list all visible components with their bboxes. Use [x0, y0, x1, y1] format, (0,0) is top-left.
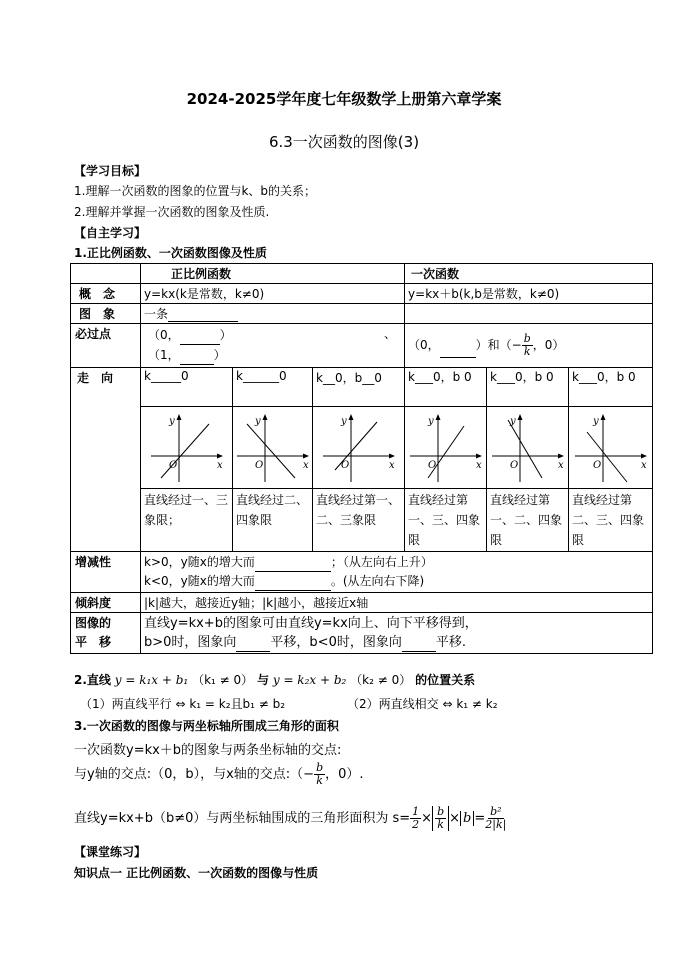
abs-fraction: [432, 806, 449, 831]
intercept-text: ，0）.: [325, 767, 364, 782]
coordinate-sketch: [235, 412, 311, 484]
coordinate-sketch: [321, 412, 397, 484]
y-axis-label: y: [592, 415, 599, 427]
y-axis-arrow: [517, 414, 522, 420]
direction-cond: k___0，b 0: [405, 368, 487, 407]
times-sign: ×: [421, 811, 433, 826]
answer-blank: [168, 321, 238, 322]
shift-text: b>0时，图象向: [144, 635, 237, 650]
answer-blank: [180, 364, 214, 365]
page-title: 2024-2025学年度七年级数学上册第六章学案: [186, 90, 502, 108]
row-label-steepness: 倾斜度: [71, 593, 141, 613]
point-text: （0，: [148, 328, 180, 342]
y-axis-label: y: [254, 415, 261, 427]
row-label-monotonic: 增减性: [71, 552, 141, 593]
direction-cond: k___0，b 0: [487, 368, 569, 407]
fraction-b-over-k: [314, 762, 325, 787]
steepness-content: |k|越大，越接近y轴；|k|越小，越接近x轴: [141, 593, 653, 613]
x-axis-label: x: [302, 459, 309, 471]
origin-label: O: [427, 459, 436, 471]
shift-content: [141, 613, 653, 654]
x-axis-label: x: [557, 459, 564, 471]
section2-tail: 的位置关系: [415, 673, 476, 687]
fraction-one-half: [410, 806, 421, 831]
function-line: [587, 432, 627, 482]
point-text: （1，: [148, 348, 180, 362]
row-label-concept: 概 念: [71, 284, 141, 304]
section3-line: 一次函数y=kx＋b的图象与两条坐标轴的交点:: [74, 743, 342, 758]
line-condition-2: （k₂ ≠ 0）: [350, 673, 412, 687]
parallel-rule: （1）两直线平行 ⇔ k₁ = k₂且b₁ ≠ b₂: [80, 697, 286, 711]
fraction-numerator: b: [523, 332, 531, 345]
knowledge-point-1: 知识点一 正比例函数、一次函数的图像与性质: [74, 866, 319, 880]
section3-heading: 3.一次函数的图像与两坐标轴所围成三角形的面积: [74, 719, 339, 733]
answer-blank: [236, 651, 270, 652]
direction-cond: k__0，b__0: [313, 368, 405, 407]
fraction-denominator: 2|k|: [485, 818, 507, 831]
fraction-numerator: 1: [412, 805, 420, 818]
y-axis-arrow: [262, 414, 267, 420]
direction-desc: 直线经过第一、三、四象限: [405, 489, 487, 552]
x-axis-label: x: [216, 459, 223, 471]
y-axis-label: y: [509, 415, 516, 427]
concept-proportional: y=kx(k是常数，k≠0): [141, 284, 405, 304]
answer-blank: [402, 651, 436, 652]
monotonic-content: [141, 552, 653, 593]
line-equation-2: y = k₂x + b₂: [272, 673, 347, 687]
times-sign: ×: [449, 811, 461, 826]
fraction-denominator: k: [316, 774, 323, 787]
x-axis-arrow: [217, 453, 223, 458]
practice-heading: 【课堂练习】: [74, 845, 147, 859]
section3-intercepts: [74, 762, 364, 787]
y-axis-arrow: [176, 414, 181, 420]
shift-label-line: 平 移: [75, 635, 112, 649]
origin-label: O: [340, 459, 349, 471]
direction-desc: 直线经过一、三象限；: [141, 489, 233, 552]
line-equation-1: y = k₁x + b₁: [114, 673, 189, 687]
direction-graph: [233, 407, 313, 489]
fraction-denominator: k: [437, 818, 444, 831]
intercept-text: 与y轴的交点:（0，b），与x轴的交点:（−: [74, 767, 315, 782]
area-text: 直线y=kx+b（b≠0）与两坐标轴围成的三角形面积为 s=: [74, 811, 411, 826]
fraction-numerator: b: [437, 805, 445, 818]
origin-label: O: [168, 459, 177, 471]
section2-heading: [74, 671, 475, 688]
y-axis-arrow: [348, 414, 353, 420]
goals-heading: 【学习目标】: [74, 164, 147, 178]
monotonic-text: 。(从左向右下降): [330, 574, 425, 588]
equals-sign: =: [474, 811, 486, 826]
direction-desc: 直线经过第一、二、四象限: [487, 489, 569, 552]
point-text: ）: [213, 348, 226, 362]
goal-item: 1.理解一次函数的图象的位置与k、b的关系；: [74, 184, 317, 198]
fraction-area: [485, 806, 506, 831]
graph-linear: [405, 304, 653, 324]
function-properties-table: [70, 263, 653, 654]
origin-label: O: [254, 459, 263, 471]
y-axis-label: y: [340, 415, 347, 427]
header-blank: [71, 264, 141, 284]
y-axis-arrow: [435, 414, 440, 420]
row-label-point: 必过点: [71, 324, 141, 368]
x-axis-arrow: [389, 453, 395, 458]
direction-graph: [569, 407, 653, 489]
direction-cond: k___0，b 0: [569, 368, 653, 407]
fraction-denominator: 2: [412, 818, 420, 831]
answer-blank: [440, 357, 476, 358]
fraction-numerator: b: [316, 761, 324, 774]
answer-blank: [255, 590, 331, 591]
origin-label: O: [509, 459, 518, 471]
section3-area: [74, 806, 506, 831]
direction-graph: [313, 407, 405, 489]
y-axis-label: y: [427, 415, 434, 427]
x-axis-arrow: [558, 453, 564, 458]
section2-lead: 2.直线: [74, 673, 111, 687]
line-condition-1: （k₁ ≠ 0）: [192, 673, 254, 687]
section2-mid: 与: [257, 673, 270, 687]
direction-graph: [405, 407, 487, 489]
monotonic-text: k>0，y随x的增大而: [144, 555, 255, 569]
point-proportional: [141, 324, 405, 368]
x-axis-arrow: [303, 453, 309, 458]
shift-label-line: 图像的: [75, 616, 112, 630]
shift-text: 直线y=kx+b的图象可由直线y=kx向上、向下平移得到，: [144, 616, 478, 631]
abs-b: b: [460, 811, 474, 826]
coordinate-sketch: [149, 412, 225, 484]
coordinate-sketch: [573, 412, 649, 484]
point-text: ，0）: [532, 338, 565, 352]
monotonic-text: k<0，y随x的增大而: [144, 574, 255, 588]
direction-cond: k______0: [233, 368, 313, 407]
direction-cond: k_____0: [141, 368, 233, 407]
direction-desc: 直线经过第二、三、四象限: [569, 489, 653, 552]
x-axis-label: x: [640, 459, 647, 471]
x-axis-arrow: [476, 453, 482, 458]
page-subtitle: 6.3一次函数的图像(3): [268, 133, 420, 151]
row-label-graph: 图 象: [71, 304, 141, 324]
header-proportional: 正比例函数: [141, 264, 405, 284]
x-axis-arrow: [641, 453, 647, 458]
row-label-direction: 走 向: [71, 368, 141, 552]
direction-desc: 直线经过二、四象限: [233, 489, 313, 552]
goal-item: 2.理解并掌握一次函数的图象及性质.: [74, 205, 270, 219]
shift-text: 平移，b<0时，图象向: [270, 635, 402, 650]
header-linear: 一次函数: [405, 264, 653, 284]
direction-graph: [141, 407, 233, 489]
point-text: ）: [219, 328, 232, 342]
fraction-b-over-k: [522, 333, 533, 358]
monotonic-text: ；（从左向右上升）: [330, 555, 433, 569]
fraction-numerator: b²: [490, 805, 502, 818]
direction-desc: 直线经过第一、二、三象限: [313, 489, 405, 552]
point-text: （0，: [408, 338, 440, 352]
intersect-rule: （2）两直线相交 ⇔ k₁ ≠ k₂: [347, 697, 498, 711]
row-label-shift: [71, 613, 141, 654]
y-axis-arrow: [600, 414, 605, 420]
graph-proportional-text: 一条: [144, 307, 169, 321]
direction-graph: [487, 407, 569, 489]
graph-proportional: [141, 304, 405, 324]
x-axis-label: x: [475, 459, 482, 471]
fraction-denominator: k: [523, 345, 531, 358]
section1-heading: 1.正比例函数、一次函数图像及性质: [74, 246, 267, 260]
origin-label: O: [592, 459, 601, 471]
y-axis-label: y: [168, 415, 175, 427]
coordinate-sketch: [408, 412, 484, 484]
coordinate-sketch: [490, 412, 566, 484]
point-linear: [405, 324, 653, 368]
point-separator: 、: [384, 327, 397, 341]
concept-linear: y=kx＋b(k,b是常数，k≠0): [405, 284, 653, 304]
x-axis-label: x: [388, 459, 395, 471]
self-study-heading: 【自主学习】: [74, 226, 147, 240]
shift-text: 平移.: [435, 635, 466, 650]
point-text: ）和（−: [475, 338, 522, 352]
